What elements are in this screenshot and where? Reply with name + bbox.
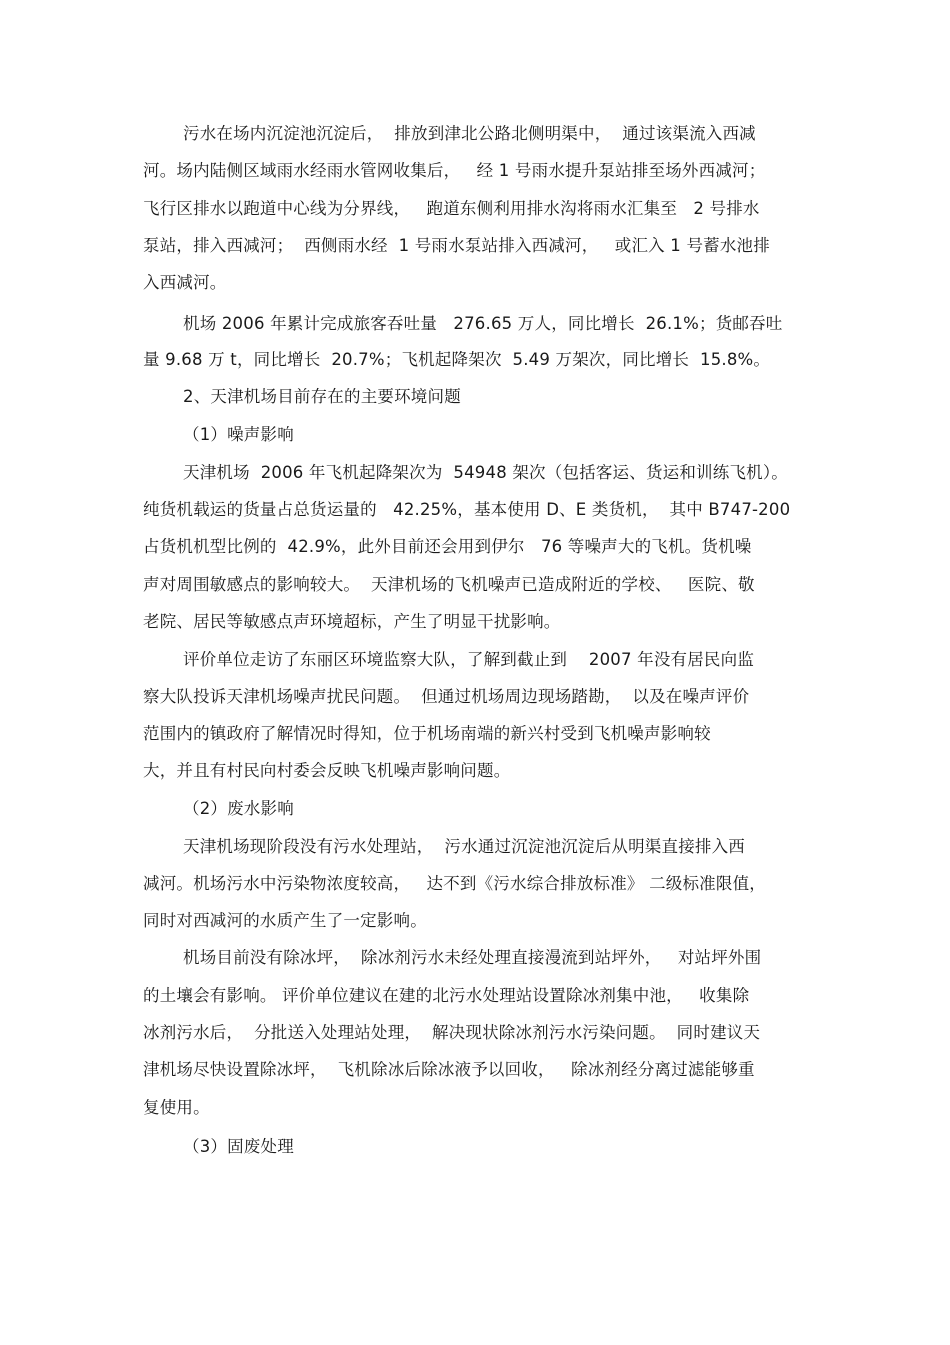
paragraph-2-line-2: 量 9.68 万 t，同比增长 20.7%；飞机起降架次 5.49 万架次，同比增长 15.8%。 [143,350,771,369]
paragraph-deicing-line-5: 复使用。 [143,1098,210,1117]
paragraph-1-line-4: 泵站，排入西减河； 西侧雨水经 1 号雨水泵站排入西减河， 或汇入 1 号蓄水池排 [143,236,770,255]
paragraph-noise-line-5: 老院、居民等敏感点声环境超标，产生了明显干扰影响。 [143,612,561,631]
subheading-noise: （1）噪声影响 [183,425,294,444]
paragraph-wastewater-line-3: 同时对西减河的水质产生了一定影响。 [143,911,427,930]
paragraph-deicing-line-2: 的土壤会有影响。 评价单位建议在建的北污水处理站设置除冰剂集中池， 收集除 [143,986,750,1005]
paragraph-deicing-line-4: 津机场尽快设置除冰坪， 飞机除冰后除冰液予以回收， 除冰剂经分离过滤能够重 [143,1060,755,1079]
paragraph-1-line-3: 飞行区排水以跑道中心线为分界线， 跑道东侧利用排水沟将雨水汇集至 2 号排水 [143,199,760,218]
paragraph-noise-line-4: 声对周围敏感点的影响较大。 天津机场的飞机噪声已造成附近的学校、 医院、敬 [143,575,755,594]
paragraph-survey-line-1: 评价单位走访了东丽区环境监察大队，了解到截止到 2007 年没有居民向监 [183,650,755,669]
paragraph-noise-line-3: 占货机机型比例的 42.9%，此外目前还会用到伊尔 76 等噪声大的飞机。货机噪 [143,537,752,556]
subheading-solid-waste: （3）固废处理 [183,1137,294,1156]
paragraph-1-line-5: 入西减河。 [143,273,227,292]
paragraph-survey-line-2: 察大队投诉天津机场噪声扰民问题。 但通过机场周边现场踏勘， 以及在噪声评价 [143,687,750,706]
paragraph-2-line-1: 机场 2006 年累计完成旅客吞吐量 276.65 万人，同比增长 26.1%；货邮吞吐 [183,314,783,333]
paragraph-wastewater-line-2: 减河。机场污水中污染物浓度较高， 达不到《污水综合排放标准》 二级标准限值， [143,874,766,893]
section-heading-2: 2、天津机场目前存在的主要环境问题 [183,387,461,406]
paragraph-1-line-2: 河。场内陆侧区域雨水经雨水管网收集后， 经 1 号雨水提升泵站排至场外西减河； [143,161,766,180]
paragraph-1-line-1: 污水在场内沉淀池沉淀后， 排放到津北公路北侧明渠中， 通过该渠流入西减 [183,124,756,143]
paragraph-survey-line-4: 大，并且有村民向村委会反映飞机噪声影响问题。 [143,761,511,780]
paragraph-deicing-line-1: 机场目前没有除冰坪， 除冰剂污水未经处理直接漫流到站坪外， 对站坪外围 [183,948,762,967]
paragraph-deicing-line-3: 冰剂污水后， 分批送入处理站处理， 解决现状除冰剂污水污染问题。 同时建议天 [143,1023,761,1042]
paragraph-noise-line-1: 天津机场 2006 年飞机起降架次为 54948 架次（包括客运、货运和训练飞机）。 [183,463,788,482]
paragraph-wastewater-line-1: 天津机场现阶段没有污水处理站， 污水通过沉淀池沉淀后从明渠直接排入西 [183,837,745,856]
subheading-wastewater: （2）废水影响 [183,799,294,818]
paragraph-noise-line-2: 纯货机载运的货量占总货运量的 42.25%，基本使用 D、E 类货机， 其中 B747-200 [143,500,791,519]
paragraph-survey-line-3: 范围内的镇政府了解情况时得知，位于机场南端的新兴村受到飞机噪声影响较 [143,724,711,743]
